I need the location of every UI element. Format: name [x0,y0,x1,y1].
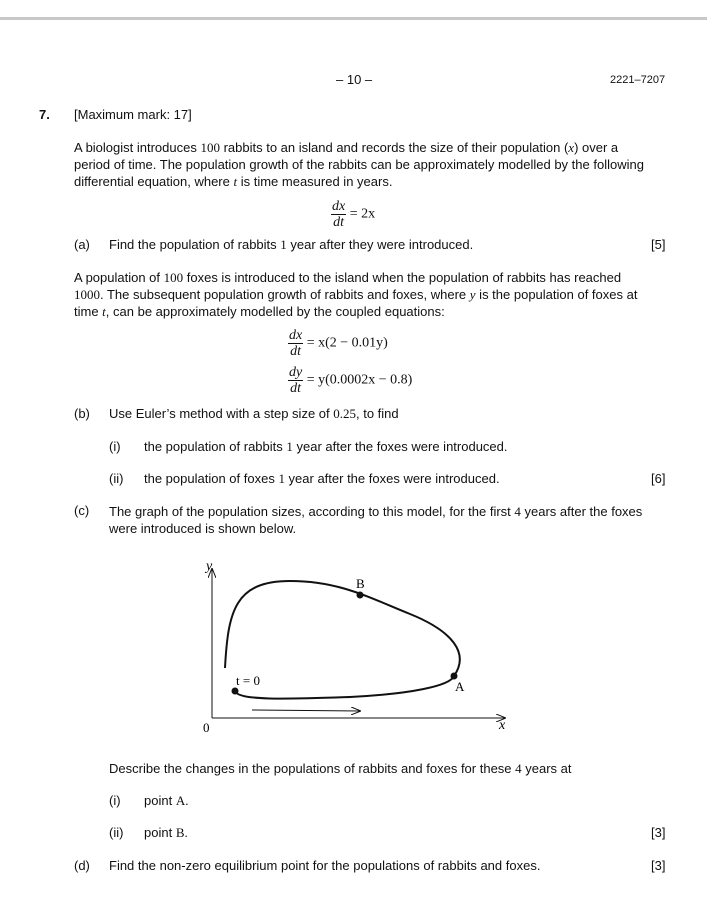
part-c-text: The graph of the population sizes, according to this model, for the first 4 years after the foxes were introduced is shown below. [109,504,643,536]
part-a-label: (a) [74,237,90,252]
part-c-i-text: point A. [144,793,189,808]
point-b [357,592,364,599]
page-number: – 10 – [336,72,373,87]
direction-arrow [252,710,360,711]
point-b-label: B [356,576,365,591]
part-d-mark: [3] [651,858,666,873]
equation-rabbits: $\frac{dx}{dt}$ = 2x [332,199,376,230]
part-a-text: Find the population of rabbits 1 year after they were introduced. [109,237,474,252]
part-b-mark: [6] [651,471,666,486]
part-d-text: Find the non-zero equilibrium point for the populations of rabbits and foxes. [109,858,541,873]
max-mark: [Maximum mark: 17] [74,107,192,122]
part-c-i-label: (i) [109,793,121,808]
population-trajectory [225,581,460,699]
equation-dx-dt: $\frac{dx}{dt}$ = x(2 − 0.01y) [289,328,388,359]
part-c-describe: Describe the changes in the populations of rabbits and foxes for these 4 years at [109,761,572,776]
paper-code: 2221–7207 [610,74,666,86]
part-b-ii-label: (ii) [109,471,124,486]
part-c-ii-text: point B. [144,825,188,840]
part-a-mark: [5] [651,237,666,252]
start-point [232,688,239,695]
part-b-label: (b) [74,406,90,421]
foxes-paragraph: A population of 100 foxes is introduced to the island when the population of rabbits has reached 1000. The subsequent population growth of rabbits and foxes, where y is the population of foxes at time t, can be approximately modelled by the coupled equations: [74,270,638,319]
part-b-i-label: (i) [109,439,121,454]
part-c-ii-label: (ii) [109,825,124,840]
point-a-label: A [455,679,465,694]
part-c-mark: [3] [651,825,666,840]
intro-paragraph: A biologist introduces 100 rabbits to an island and records the size of their population (x) over a period of time. The population growth of the rabbits can be approximately modelled by the following differential equation, where t is time measured in years. [74,140,644,189]
x-axis-label: x [499,718,506,733]
part-d-label: (d) [74,858,90,873]
part-b-ii-text: the population of foxes 1 year after the foxes were introduced. [144,471,500,486]
part-b-i-text: the population of rabbits 1 year after the foxes were introduced. [144,439,508,454]
part-c-label: (c) [74,503,90,518]
top-rule [0,17,707,20]
phase-plane-graph [190,553,520,738]
origin-label: 0 [203,720,210,735]
question-number: 7. [39,107,50,122]
equation-dy-dt: $\frac{dy}{dt}$ = y(0.0002x − 0.8) [289,365,413,396]
start-label: t = 0 [236,673,260,688]
part-b-text: Use Euler’s method with a step size of 0.25, to find [109,406,399,421]
y-axis-label: y [206,559,213,574]
